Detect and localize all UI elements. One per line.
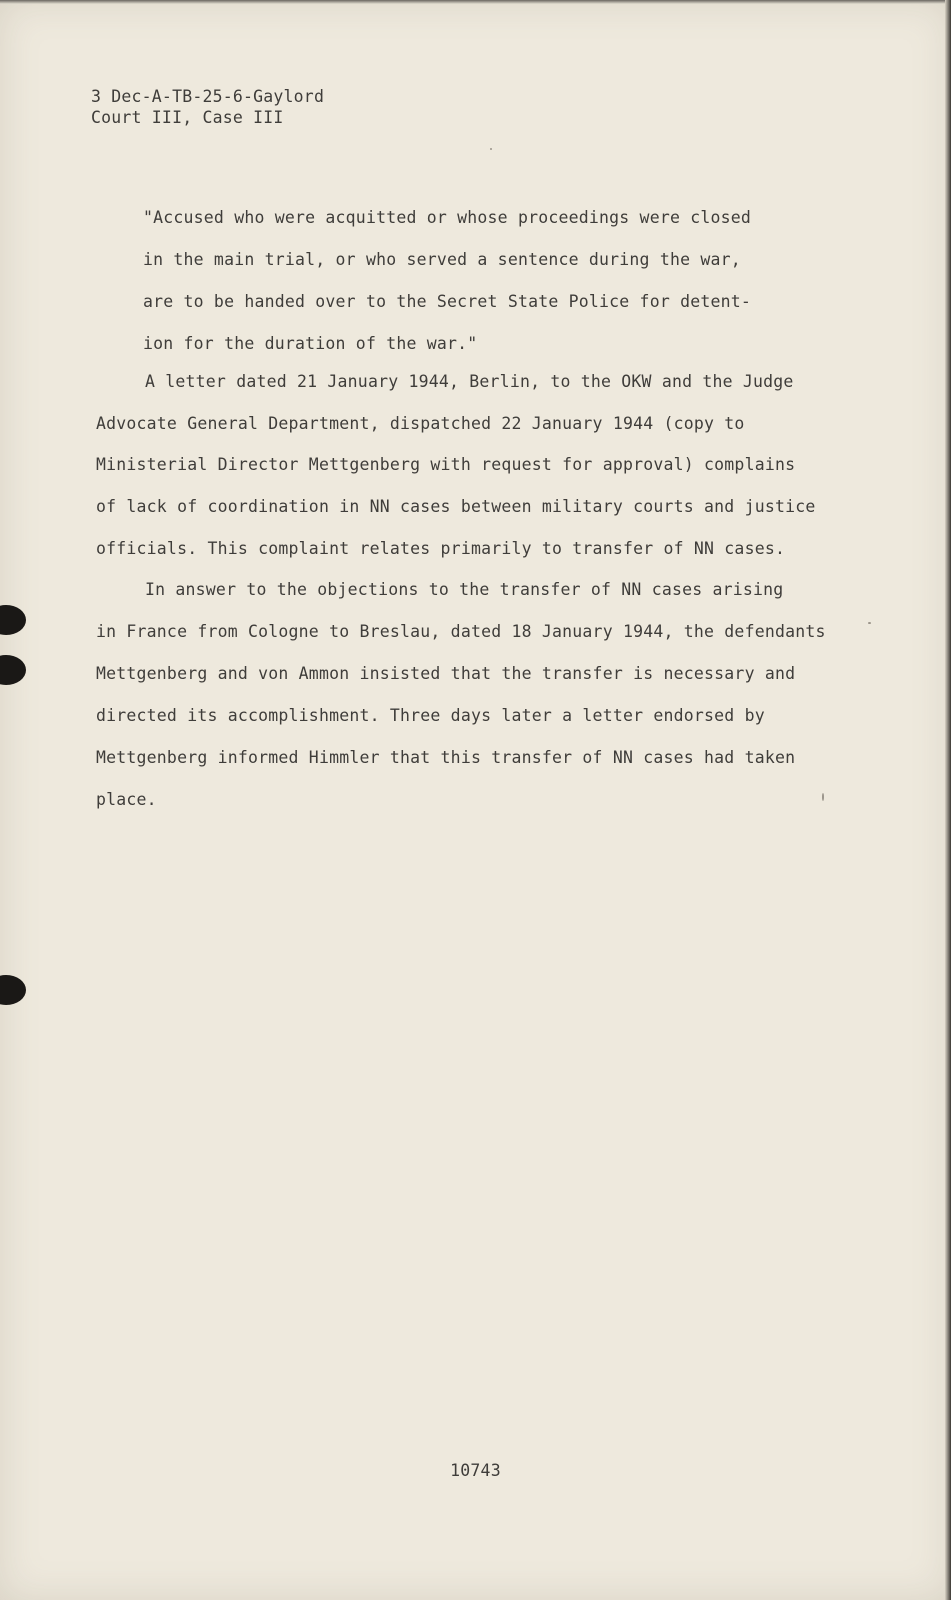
text-line: officials. This complaint relates primarily to transfer of NN cases. xyxy=(96,539,786,558)
paper-speck xyxy=(868,622,871,624)
text-line: in the main trial, or who served a sentence during the war, xyxy=(143,250,741,269)
text-line: are to be handed over to the Secret State Police for detent- xyxy=(143,292,752,311)
text-line: Ministerial Director Mettgenberg with request for approval) complains xyxy=(96,455,796,474)
binding-hole xyxy=(0,655,26,685)
text-line: "Accused who were acquitted or whose proceedings were closed xyxy=(143,208,752,227)
header-reference: 3 Dec-A-TB-25-6-Gaylord xyxy=(91,87,325,106)
text-line: place. xyxy=(96,790,157,809)
text-line: ion for the duration of the war." xyxy=(143,334,478,353)
text-line: Mettgenberg informed Himmler that this transfer of NN cases had taken xyxy=(96,748,796,767)
document-header xyxy=(91,86,324,128)
text-line: in France from Cologne to Breslau, dated 18 January 1944, the defendants xyxy=(96,622,826,641)
page-number: 10743 xyxy=(450,1461,501,1480)
text-line: directed its accomplishment. Three days later a letter endorsed by xyxy=(96,706,765,725)
paper-speck xyxy=(822,793,824,801)
text-line: Advocate General Department, dispatched 22 January 1944 (copy to xyxy=(96,414,745,433)
page-right-edge xyxy=(945,0,951,1600)
text-line: A letter dated 21 January 1944, Berlin, to the OKW and the Judge xyxy=(145,372,794,391)
binding-hole xyxy=(0,975,26,1005)
text-line: In answer to the objections to the transfer of NN cases arising xyxy=(145,580,784,599)
text-line: of lack of coordination in NN cases between military courts and justice xyxy=(96,497,816,516)
paper-speck xyxy=(490,148,492,150)
text-line: Mettgenberg and von Ammon insisted that the transfer is necessary and xyxy=(96,664,796,683)
page-top-edge xyxy=(0,0,951,4)
binding-hole xyxy=(0,605,26,635)
header-court-case: Court III, Case III xyxy=(91,108,284,127)
